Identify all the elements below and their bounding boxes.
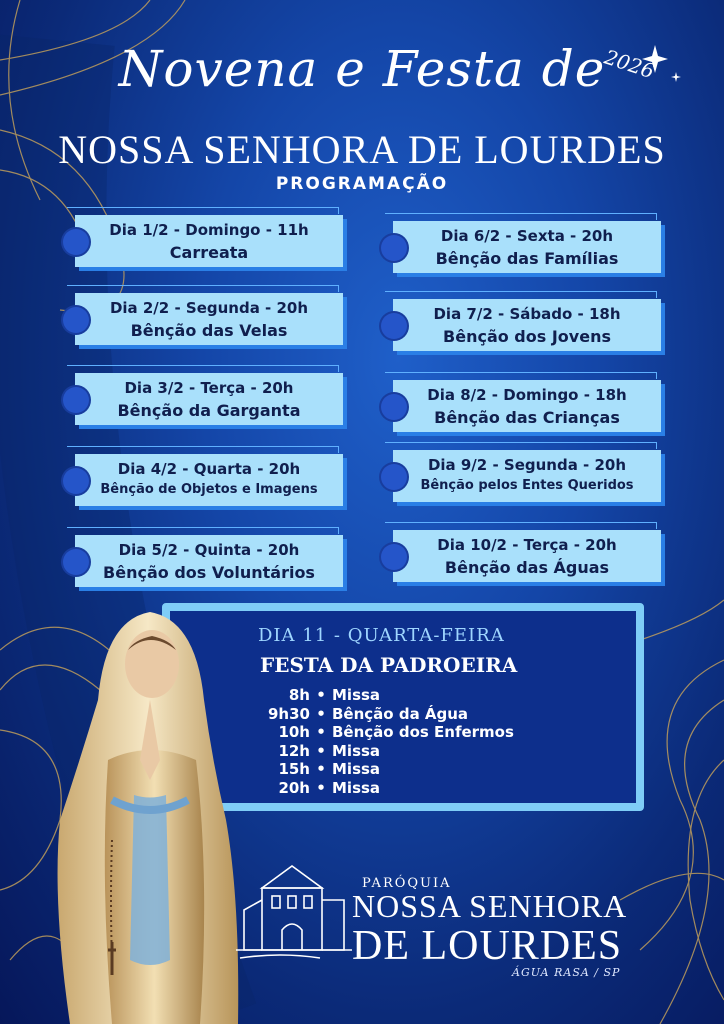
card-day: Dia 6/2 - Sexta - 20h bbox=[440, 227, 614, 245]
card-day: Dia 10/2 - Terça - 20h bbox=[437, 536, 617, 554]
card-event: Bênção das Águas bbox=[444, 558, 610, 577]
feast-time: 9h30 bbox=[268, 704, 310, 723]
script-title: Novena e Festa de bbox=[118, 40, 606, 98]
parish-location: ÁGUA RASA / SP bbox=[512, 966, 621, 979]
bullet: • bbox=[316, 723, 326, 741]
feast-day: DIA 11 - QUARTA-FEIRA bbox=[258, 625, 505, 646]
parish-name-line2: DE LOURDES bbox=[352, 923, 623, 969]
card-event: Carreata bbox=[169, 243, 249, 262]
feast-event: Missa bbox=[332, 778, 381, 797]
bullet: • bbox=[316, 760, 326, 778]
feast-name: FESTA DA PADROEIRA bbox=[260, 653, 518, 677]
card-day: Dia 9/2 - Segunda - 20h bbox=[427, 456, 627, 474]
card-event: Bênção pelos Entes Queridos bbox=[420, 478, 634, 493]
feast-time: 20h bbox=[278, 778, 310, 797]
bullet: • bbox=[316, 778, 326, 797]
card-day: Dia 8/2 - Domingo - 18h bbox=[427, 386, 627, 404]
feast-event: Bênção da Água bbox=[332, 704, 469, 723]
parish-name-line1: NOSSA SENHORA bbox=[352, 888, 628, 924]
card-event: Bênção dos Jovens bbox=[443, 327, 611, 346]
feast-time: 8h bbox=[288, 686, 310, 704]
card-event: Bênção das Famílias bbox=[435, 249, 619, 268]
feast-time: 12h bbox=[278, 741, 310, 760]
bullet: • bbox=[316, 741, 326, 760]
card-event: Bênção das Crianças bbox=[434, 408, 620, 427]
feast-time: 15h bbox=[278, 760, 310, 778]
parish-label: PARÓQUIA bbox=[362, 876, 452, 891]
page-title: NOSSA SENHORA DE LOURDES bbox=[58, 127, 666, 172]
card-day: Dia 1/2 - Domingo - 11h bbox=[109, 221, 309, 239]
feast-event: Missa bbox=[332, 686, 381, 704]
page-subtitle: PROGRAMAÇÃO bbox=[275, 174, 449, 194]
card-day: Dia 7/2 - Sábado - 18h bbox=[433, 305, 621, 323]
feast-event: Missa bbox=[332, 760, 381, 778]
card-day: Dia 5/2 - Quinta - 20h bbox=[118, 541, 300, 559]
year-label: 2026 bbox=[601, 44, 658, 84]
card-event: Bênção de Objetos e Imagens bbox=[100, 482, 318, 497]
feast-time: 10h bbox=[278, 723, 310, 741]
feast-event: Missa bbox=[332, 741, 381, 760]
card-event: Bênção da Garganta bbox=[117, 401, 301, 420]
bullet: • bbox=[316, 686, 326, 704]
card-event: Bênção dos Voluntários bbox=[103, 563, 315, 582]
bullet: • bbox=[316, 704, 326, 723]
card-day: Dia 2/2 - Segunda - 20h bbox=[109, 299, 309, 317]
card-day: Dia 4/2 - Quarta - 20h bbox=[117, 460, 301, 478]
card-event: Bênção das Velas bbox=[130, 321, 288, 340]
card-day: Dia 3/2 - Terça - 20h bbox=[124, 379, 294, 397]
feast-event: Bênção dos Enfermos bbox=[332, 723, 514, 741]
